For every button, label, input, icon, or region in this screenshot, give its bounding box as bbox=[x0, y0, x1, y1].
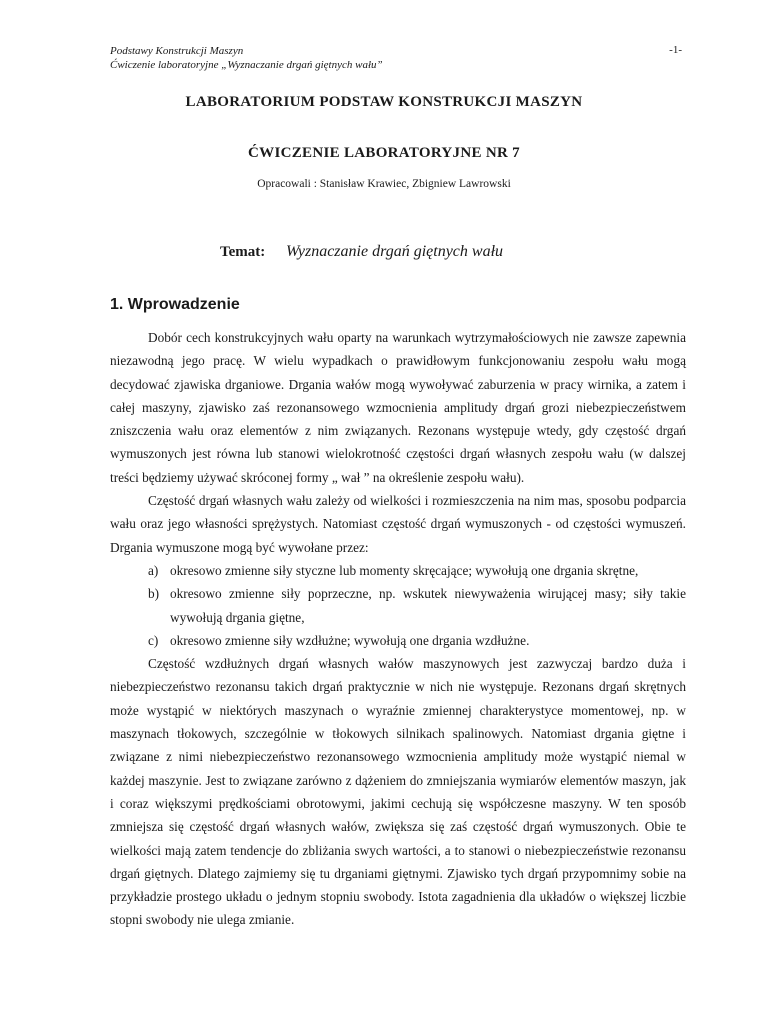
list-item bbox=[110, 559, 686, 582]
running-header-exercise: Ćwiczenie laboratoryjne „Wyznaczanie drgań giętnych wału” bbox=[110, 59, 383, 71]
topic-value: Wyznaczanie drgań giętnych wału bbox=[286, 243, 504, 260]
topic-label: Temat: bbox=[220, 244, 266, 260]
lab-title: LABORATORIUM PODSTAW KONSTRUKCJI MASZYN bbox=[185, 94, 583, 110]
running-header-course: Podstawy Konstrukcji Maszyn bbox=[110, 45, 244, 57]
list-item-text: okresowo zmienne siły wzdłużne; wywołują one drgania wzdłużne. bbox=[170, 632, 530, 648]
list-item bbox=[110, 629, 686, 652]
page-number: -1- bbox=[669, 44, 682, 56]
authors-line: Opracowali : Stanisław Krawiec, Zbigniew Lawrowski bbox=[257, 178, 511, 190]
paragraph-2: Częstość drgań własnych wału zależy od wielkości i rozmieszczenia na nim mas, sposobu podparcia wału oraz jego własności sprężystych. Natomiast częstość drgań wymuszonych - od częstości wymuszeń. Drgania wymuszone mogą być wywołane przez: bbox=[110, 493, 686, 555]
exercise-title: ĆWICZENIE LABORATORYJNE NR 7 bbox=[248, 145, 520, 161]
list-marker: b) bbox=[148, 586, 160, 602]
list-item-text: okresowo zmienne siły poprzeczne, np. wskutek niewyważenia wirującej masy; siły takie wywołują drgania giętne, bbox=[170, 586, 686, 625]
forcing-list bbox=[110, 559, 686, 652]
section-body bbox=[110, 326, 686, 932]
list-marker: c) bbox=[148, 632, 159, 648]
topic-line bbox=[220, 243, 504, 261]
paragraph-3: Częstość wzdłużnych drgań własnych wałów maszynowych jest zazwyczaj bardzo duża i niebezpieczeństwo rezonansu takich drgań praktycznie w nich nie występuje. Rezonans drgań skrętnych może wystąpić w niektórych maszynach o wyraźnie zmiennej charakterystyce momentowej, np. w maszynach tłokowych, szczególnie w tłokowych silnikach spalinowych. Natomiast drgania giętne i związane z nimi niebezpieczeństwo rezonansowego wzmocnienia amplitudy może wystąpić niemal w każdej maszynie. Jest to związane zarówno z dążeniem do zmniejszania wymiarów elementów maszyn, jak i coraz większymi prędkościami obrotowymi, jakimi cechują się współczesne maszyny. W ten sposób zmniejsza się częstość drgań własnych wałów, zwiększa się zaś częstość drgań wymuszonych. Obie te wielkości mają zatem tendencje do zbliżania swych wartości, a to stanowi o niebezpieczeństwie rezonansu drgań giętnych. Dlatego zajmiemy się tu drganiami giętnymi. Zjawisko tych drgań przypomnimy sobie na przykładzie prostego układu o jednym stopniu swobody. Istota zagadnienia dla układów o większej liczbie stopni swobody nie ulega zmianie. bbox=[110, 656, 686, 928]
list-item-text: okresowo zmienne siły styczne lub momenty skręcające; wywołują one drgania skrętne, bbox=[170, 562, 639, 578]
list-item bbox=[110, 582, 686, 629]
paragraph-1: Dobór cech konstrukcyjnych wału oparty na warunkach wytrzymałościowych nie zawsze zapewnia niezawodną jego pracę. W wielu wypadkach o prawidłowym funkcjonowaniu zespołu wału mogą decydować zjawiska drganiowe. Drgania wałów mogą wywoływać zaburzenia w pracy wirnika, a zatem i całej maszyny, zjawisko zaś rezonansowego wzmocnienia amplitudy drgań grozi niebezpieczeństwem zniszczenia wału oraz elementów z nim związanych. Rezonans występuje wtedy, gdy częstość drgań wymuszonych jest równa lub stanowi wielokrotność częstości drgań własnych zespołu wału (w dalszej treści będziemy używać skróconej formy „ wał ” na określenie zespołu wału). bbox=[110, 330, 686, 485]
list-marker: a) bbox=[148, 562, 159, 578]
section-heading: 1. Wprowadzenie bbox=[110, 296, 240, 313]
